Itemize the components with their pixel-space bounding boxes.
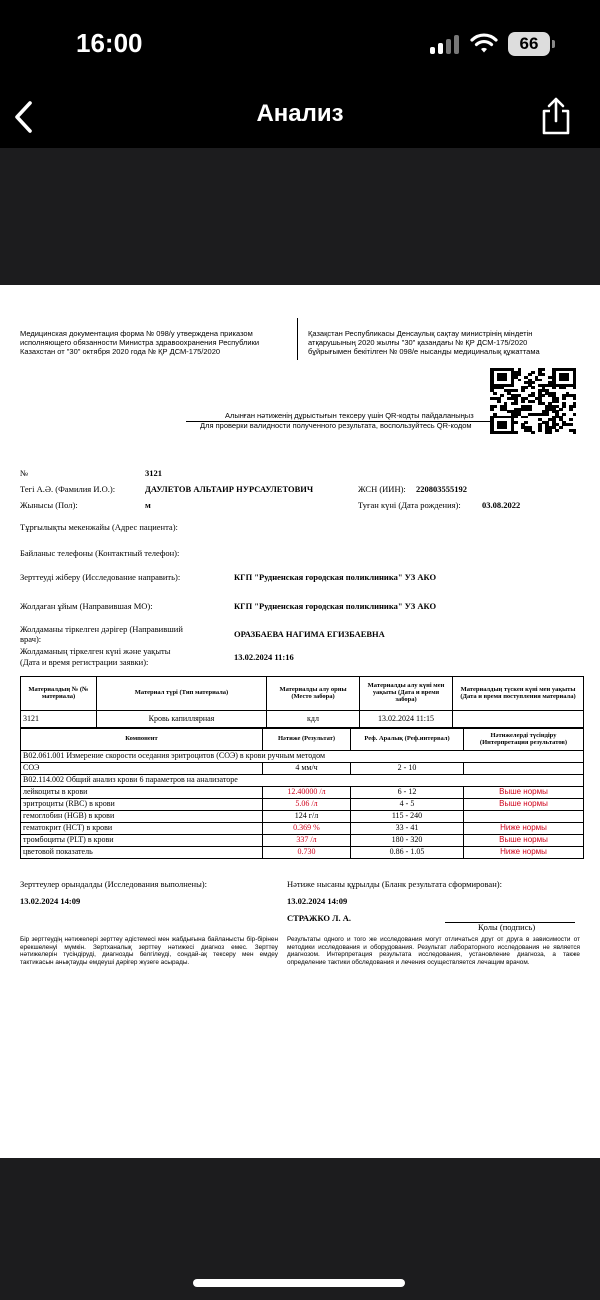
dob-label: Туған күні (Дата рождения):	[358, 500, 461, 510]
result-value-cell: 0.369 %	[263, 823, 351, 835]
result-value-cell: 12.40000 /л	[263, 787, 351, 799]
component-name-cell: гемоглобин (HGB) в крови	[21, 811, 263, 823]
result-row	[21, 847, 584, 859]
number-label: №	[20, 468, 29, 478]
interpretation-cell	[464, 811, 584, 823]
formed-label: Нәтиже нысаны құрылды (Бланк результата сформирован):	[287, 879, 502, 889]
collection-place-header: Материалды алу орны (Место забора)	[267, 677, 360, 711]
result-row	[21, 763, 584, 775]
iin-label: ЖСН (ИИН):	[358, 484, 406, 494]
component-name-cell: тромбоциты (PLT) в крови	[21, 835, 263, 847]
home-indicator[interactable]	[193, 1279, 405, 1287]
number-value: 3121	[145, 468, 162, 478]
gender-value: м	[145, 500, 151, 510]
page-title: Анализ	[256, 100, 344, 127]
result-value-cell: 4 мм/ч	[263, 763, 351, 775]
iin-value: 220803555192	[416, 484, 467, 494]
name-value: ДАУЛЕТОВ АЛЬТАИР НУРСАУЛЕТОВИЧ	[145, 484, 314, 494]
result-header: Нәтиже (Результат)	[263, 729, 351, 751]
reference-interval-cell: 2 - 10	[351, 763, 464, 775]
disclaimer-kz: Бір зерттеудің нәтижелері зерттеу әдістемесі мен жабдығына байланысты бір-бірінен ерекшеленуі мүмкін. Зертханалық зерттеу нәтижесі диагноз емес. Зерттеу нәтижелерін түсіндіруді, диагнозды белгілеуді, сондай-ақ тексеру мен емдеу тактикасын анықтауды емдеуші дәрігер жүзеге асырады.	[20, 936, 278, 967]
reference-interval-cell: 180 - 320	[351, 835, 464, 847]
reference-interval-cell: 4 - 5	[351, 799, 464, 811]
disclaimer-ru: Результаты одного и того же исследования могут отличаться друг от друга в зависимости от методики исследования и оборудования. Результат лабораторного исследования не является диагнозом. Интерпретация результата исследования, установление диагноза, а также определение тактики обследования и лечения осуществляется лечащим врачом.	[287, 936, 580, 967]
component-name-cell: лейкоциты в крови	[21, 787, 263, 799]
status-time: 16:00	[76, 28, 143, 58]
doctor-label-line-1: Жолдаманы тіркелген дәрігер (Направивший	[20, 624, 183, 634]
signature-label: Қолы (подпись)	[478, 922, 536, 932]
phone-label: Байланыс телефоны (Контактный телефон):	[20, 548, 180, 558]
status-bar	[0, 0, 600, 90]
header-right-line-2: атқарушының 2020 жылғы "30" қазандағы № ҚР ДСМ-175/2020	[308, 338, 528, 347]
material-number-cell: 3121	[21, 711, 97, 728]
interpretation-header: Нәтижелерді түсіндіру (Интерпретация результатов)	[464, 729, 584, 751]
lab-result-document[interactable]	[0, 285, 600, 1158]
dob-value: 03.08.2022	[482, 500, 521, 510]
results-table	[20, 728, 584, 859]
interpretation-cell	[464, 763, 584, 775]
qr-note-ru: Для проверки валидности полученного результата, воспользуйтесь QR-кодом	[200, 421, 472, 430]
interpretation-cell: Ниже нормы	[464, 823, 584, 835]
collection-time-header: Материалды алу күні мен уақыты (Дата и время забора)	[360, 677, 453, 711]
registration-value: 13.02.2024 11:16	[234, 652, 294, 662]
nav-bar	[0, 88, 600, 148]
header-right-line-3: бұйрығымен бекітілген № 098/е нысанды медициналық құжаттама	[308, 347, 540, 356]
qr-code	[490, 368, 576, 434]
result-value-cell: 5.06 /л	[263, 799, 351, 811]
viewer-background-top	[0, 148, 600, 285]
battery-tip	[552, 40, 555, 48]
test-group-title: B02.114.002 Общий анализ крови 6 параметров на анализаторе	[21, 775, 584, 787]
collection-time-cell: 13.02.2024 11:15	[360, 711, 453, 728]
address-label: Тұрғылықты мекенжайы (Адрес пациента):	[20, 522, 178, 532]
done-value: 13.02.2024 14:09	[20, 896, 81, 906]
test-group-row	[21, 775, 584, 787]
signer-name: СТРАЖКО Л. А.	[287, 913, 351, 923]
component-name-cell: эритроциты (RBC) в крови	[21, 799, 263, 811]
material-table	[20, 676, 584, 728]
material-type-header: Материал түрі (Тип материала)	[97, 677, 267, 711]
result-row	[21, 787, 584, 799]
header-left-line-2: исполняющего обязанности Министра здравоохранения Республики	[20, 338, 260, 347]
referred-to-value: КГП "Рудненская городская поликлиника" УЗ АКО	[234, 572, 437, 582]
cellular-signal-icon	[430, 34, 460, 54]
material-number-header: Материалдың № (№ материала)	[21, 677, 97, 711]
collection-place-cell: кдл	[267, 711, 360, 728]
component-name-cell: гематокрит (HCT) в крови	[21, 823, 263, 835]
qr-note-kz: Алынған нәтиженің дұрыстығын тексеру үшін QR-кодты пайдаланыңыз	[225, 411, 474, 420]
result-row	[21, 811, 584, 823]
result-value-cell: 337 /л	[263, 835, 351, 847]
formed-value: 13.02.2024 14:09	[287, 896, 348, 906]
result-value-cell: 124 г/л	[263, 811, 351, 823]
reference-interval-cell: 0.86 - 1.05	[351, 847, 464, 859]
header-left-line-3: Казахстан от "30" октября 2020 года № ҚР ДСМ-175/2020	[20, 347, 221, 356]
registration-label-line-2: (Дата и время регистрации заявки):	[20, 657, 149, 667]
interpretation-cell: Выше нормы	[464, 799, 584, 811]
result-row	[21, 799, 584, 811]
result-value-cell: 0.730	[263, 847, 351, 859]
test-group-row	[21, 751, 584, 763]
result-row	[21, 823, 584, 835]
gender-label: Жынысы (Пол):	[20, 500, 78, 510]
test-group-title: B02.061.001 Измерение скорости оседания эритроцитов (СОЭ) в крови ручным методом	[21, 751, 584, 763]
doctor-label-line-2: врач):	[20, 634, 42, 644]
reference-interval-cell: 6 - 12	[351, 787, 464, 799]
interpretation-cell: Ниже нормы	[464, 847, 584, 859]
interpretation-cell: Выше нормы	[464, 787, 584, 799]
referring-mo-value: КГП "Рудненская городская поликлиника" УЗ АКО	[234, 601, 437, 611]
reference-header: Реф. Аралық (Реф.интервал)	[351, 729, 464, 751]
name-label: Тегі А.Ә. (Фамилия И.О.):	[20, 484, 116, 494]
wifi-icon	[470, 31, 498, 55]
doctor-value: ОРАЗБАЕВА НАГИМА ЕГИЗБАЕВНА	[234, 629, 385, 639]
interpretation-cell: Выше нормы	[464, 835, 584, 847]
header-left-line-1: Медицинская документация форма № 098/у утверждена приказом	[20, 329, 253, 338]
header-divider	[297, 318, 298, 360]
battery-indicator: 66	[508, 32, 550, 56]
component-name-cell: СОЭ	[21, 763, 263, 775]
reference-interval-cell: 115 - 240	[351, 811, 464, 823]
referred-to-label: Зерттеуді жіберу (Исследование направить):	[20, 572, 181, 582]
arrival-time-header: Материалдың түскен күні мен уақыты (Дата и время поступления материала)	[453, 677, 584, 711]
registration-label-line-1: Жолдаманың тіркелген күні және уақыты	[20, 646, 171, 656]
component-name-cell: цветовой показатель	[21, 847, 263, 859]
done-label: Зерттеулер орындалды (Исследования выполнены):	[20, 879, 207, 889]
reference-interval-cell: 33 - 41	[351, 823, 464, 835]
result-row	[21, 835, 584, 847]
header-right-line-1: Қазақстан Республикасы Денсаулық сақтау министрінің міндетін	[308, 329, 533, 338]
arrival-time-cell	[453, 711, 584, 728]
referring-mo-label: Жолдаған ұйым (Направившая МО):	[20, 601, 153, 611]
material-type-cell: Кровь капиллярная	[97, 711, 267, 728]
component-header: Компонент	[21, 729, 263, 751]
share-icon[interactable]	[538, 96, 574, 136]
